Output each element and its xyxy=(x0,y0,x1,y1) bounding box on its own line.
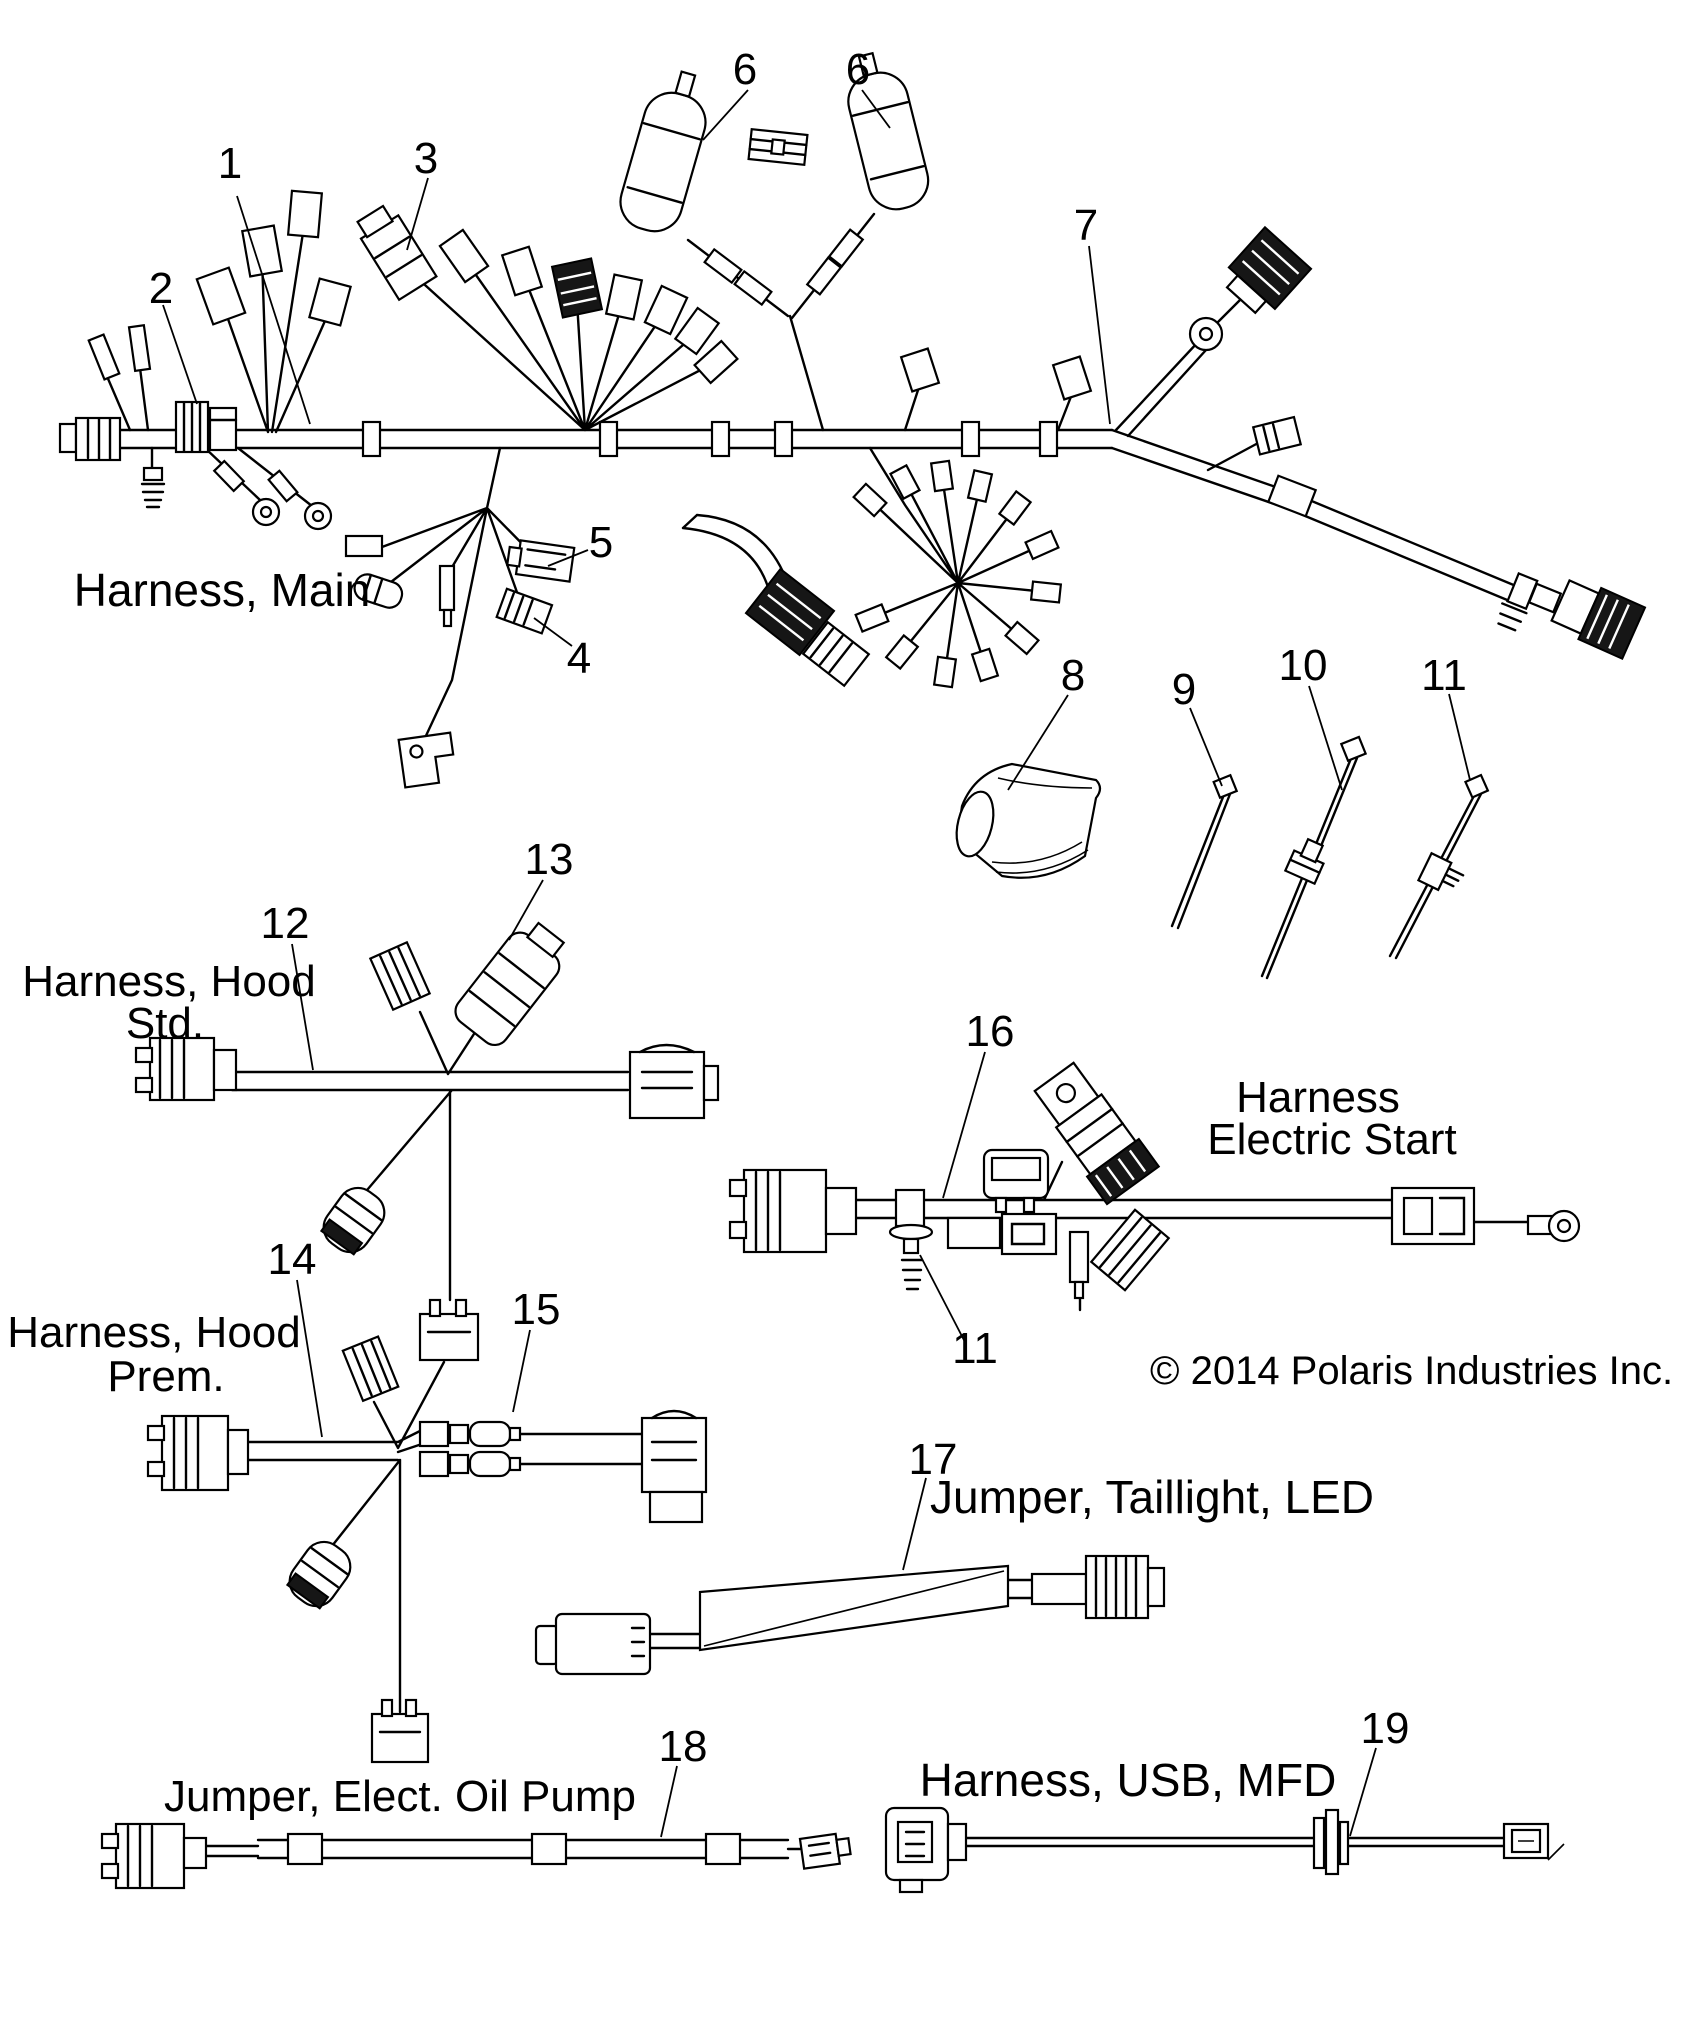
leader-line-6a xyxy=(703,90,748,140)
leader-line-3 xyxy=(407,178,428,250)
trunk-clamp xyxy=(775,422,792,456)
connector xyxy=(948,1218,1000,1248)
label-hood-std-line2: Std. xyxy=(125,999,205,1048)
wire-band xyxy=(1032,1574,1086,1604)
connector xyxy=(645,286,687,334)
callout-10: 10 xyxy=(1278,641,1328,690)
elbow-connector xyxy=(399,733,457,788)
trunk-clamp xyxy=(600,422,617,456)
jumper-taillight-drawing xyxy=(536,1556,1164,1674)
heat-shrink-sleeve-17 xyxy=(700,1566,1008,1650)
leader-line-19 xyxy=(1350,1748,1376,1836)
leader-line-9 xyxy=(1190,708,1222,786)
connector xyxy=(440,230,488,282)
round-connector xyxy=(282,1534,358,1614)
connector xyxy=(931,461,953,491)
clip-block xyxy=(749,129,808,165)
leader-line-14 xyxy=(297,1280,322,1437)
label-hood-prem-line2: Prem. xyxy=(107,1352,225,1401)
ring-terminal-barrel xyxy=(214,461,244,491)
callout-6a: 6 xyxy=(732,45,758,94)
bullet-plug-pair-15 xyxy=(420,1422,520,1476)
trunk-clamp xyxy=(363,422,380,456)
bolt-head xyxy=(144,468,162,480)
oil-pump-left-connector xyxy=(102,1824,206,1888)
callout-8: 8 xyxy=(1060,651,1086,700)
label-hood-prem-line1: Harness, Hood xyxy=(7,1308,301,1357)
callout-17: 17 xyxy=(908,1435,958,1484)
label-hood-std-line1: Harness, Hood xyxy=(22,957,316,1006)
leader-line-2 xyxy=(163,305,197,404)
connector xyxy=(968,470,992,501)
callout-6b: 6 xyxy=(845,45,871,94)
cable-tie-9 xyxy=(1172,775,1237,928)
callout-3: 3 xyxy=(413,134,439,183)
drop-connector xyxy=(420,1300,478,1360)
callout-16: 16 xyxy=(965,1007,1015,1056)
callout-19: 19 xyxy=(1360,1704,1410,1753)
label-electric-start-line2: Electric Start xyxy=(1207,1115,1457,1164)
connector xyxy=(1031,582,1061,603)
cable-clamp xyxy=(288,1834,322,1864)
electric-start-right-connector xyxy=(1392,1188,1474,1244)
callout-18: 18 xyxy=(658,1722,708,1771)
branch7-wire xyxy=(1116,300,1240,436)
connector-3 xyxy=(352,202,436,300)
relay-block xyxy=(984,1150,1048,1212)
loose-items-drawing xyxy=(951,737,1488,978)
connector xyxy=(197,268,245,325)
round-connector xyxy=(316,1180,392,1260)
wire-band xyxy=(735,271,772,304)
connector xyxy=(901,349,939,392)
callout-14: 14 xyxy=(267,1235,317,1284)
cable-tie-10 xyxy=(1262,737,1366,978)
harness-usb-mfd-drawing xyxy=(886,1808,1564,1892)
leader-line-16 xyxy=(943,1052,985,1198)
trunk-clamp xyxy=(962,422,979,456)
harness-electric-start-drawing xyxy=(730,1058,1579,1310)
hood-std-right-connector xyxy=(630,1045,718,1118)
label-jumper-oil-pump: Jumper, Elect. Oil Pump xyxy=(164,1772,636,1821)
leader-line-10 xyxy=(1309,686,1342,790)
leader-line-11 xyxy=(1449,694,1470,780)
connector xyxy=(886,635,918,668)
cable-clamp xyxy=(706,1834,740,1864)
wire-band xyxy=(829,230,863,267)
cable-clamp xyxy=(532,1834,566,1864)
harness-hood-prem-drawing xyxy=(148,1337,706,1762)
latch-connector xyxy=(1002,1214,1056,1254)
terminal-stick xyxy=(89,335,120,380)
label-harness-main: Harness, Main xyxy=(73,564,371,616)
connector-2 xyxy=(176,402,236,452)
pencil-terminal xyxy=(1070,1232,1088,1282)
wire-band xyxy=(807,258,841,295)
end-connector-dark xyxy=(1549,575,1645,659)
usb-wires xyxy=(964,1838,1506,1846)
coil-6a xyxy=(614,72,712,238)
harness-main-drawing xyxy=(60,53,1645,787)
label-jumper-taillight: Jumper, Taillight, LED xyxy=(929,1471,1375,1523)
copyright-text: © 2014 Polaris Industries Inc. xyxy=(1150,1349,1674,1393)
callout-2: 2 xyxy=(148,264,174,313)
striped-connector xyxy=(370,942,429,1009)
connector xyxy=(890,465,919,498)
tie-post-11 xyxy=(890,1190,932,1289)
connector xyxy=(999,491,1030,524)
hood-prem-left-connector xyxy=(148,1416,248,1490)
connector xyxy=(972,649,998,681)
usb-plug xyxy=(1504,1824,1564,1860)
end-cap-connector xyxy=(60,424,76,452)
connector xyxy=(1053,357,1091,400)
connector xyxy=(309,279,350,326)
connector-4 xyxy=(497,589,552,634)
callout-11: 11 xyxy=(1421,651,1467,700)
callout-9: 9 xyxy=(1171,665,1197,714)
striped-connector xyxy=(343,1337,398,1401)
jumper-oil-pump-drawing xyxy=(102,1824,852,1888)
trunk-clamp xyxy=(1040,422,1057,456)
taillight-left-connector xyxy=(536,1614,650,1674)
callout-11b: 11 xyxy=(952,1324,998,1373)
connector xyxy=(288,191,322,237)
connector xyxy=(856,604,889,631)
flag-connector xyxy=(346,536,382,556)
label-harness-usb-mfd: Harness, USB, MFD xyxy=(919,1754,1337,1806)
boot-sleeve-8 xyxy=(951,764,1100,878)
trunk-clamp xyxy=(712,422,729,456)
taillight-right-connector xyxy=(1086,1556,1164,1618)
usb-left-connector xyxy=(886,1808,966,1892)
sleeve-band xyxy=(1268,476,1315,516)
oil-pump-right-connector xyxy=(800,1832,852,1868)
terminal-stick xyxy=(129,325,150,371)
grommet-19 xyxy=(1314,1810,1348,1874)
angled-connector xyxy=(1091,1210,1168,1290)
connector xyxy=(606,275,642,320)
label-electric-start-line1: Harness xyxy=(1236,1073,1400,1122)
connector-dark xyxy=(552,258,602,317)
hood-prem-right-connector xyxy=(642,1411,706,1522)
cable-tie-11 xyxy=(1390,775,1488,958)
callout-5: 5 xyxy=(588,518,614,567)
leader-line-7 xyxy=(1089,246,1110,424)
ring-terminal-barrel xyxy=(269,471,298,501)
leader-line-17 xyxy=(903,1478,926,1570)
callout-15: 15 xyxy=(511,1285,561,1334)
callout-4: 4 xyxy=(566,634,592,683)
wire-band xyxy=(705,249,742,282)
callout-1: 1 xyxy=(217,139,243,188)
callout-7: 7 xyxy=(1073,201,1099,250)
leader-line-15 xyxy=(513,1330,530,1412)
connector xyxy=(502,247,542,296)
callout-12: 12 xyxy=(260,899,310,948)
electric-start-left-connector xyxy=(730,1170,856,1252)
callout-13: 13 xyxy=(524,835,574,884)
connector xyxy=(934,657,956,687)
leader-line-18 xyxy=(661,1766,677,1837)
main-right-diagonal-wire xyxy=(1112,430,1558,606)
wire-band xyxy=(1529,584,1561,612)
connector xyxy=(1026,531,1059,559)
stub-connector xyxy=(1253,417,1301,454)
pencil-terminal xyxy=(440,566,454,610)
